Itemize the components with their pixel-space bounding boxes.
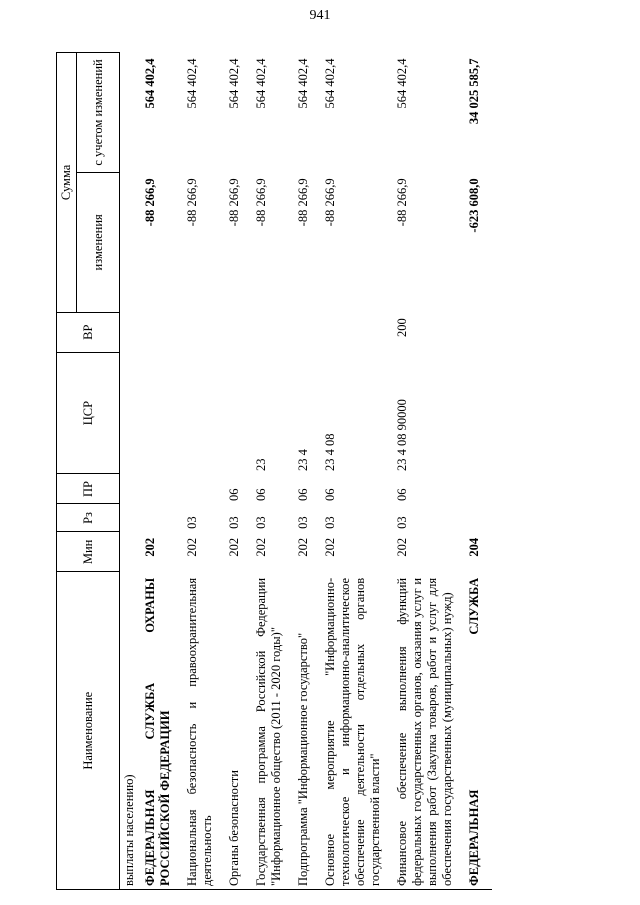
row-pr: 06 — [254, 488, 268, 501]
header-csr: ЦСР — [57, 352, 120, 474]
row-change: -88 266,9 — [143, 178, 157, 227]
table-row — [252, 53, 294, 890]
row-vr — [294, 312, 321, 352]
row-csr — [141, 352, 183, 474]
row-total: 564 402,4 — [254, 58, 268, 109]
row-csr — [465, 352, 492, 474]
row-change: -88 266,9 — [323, 178, 337, 227]
row-vr: 200 — [395, 318, 409, 337]
row-name: Органы безопасности — [225, 572, 252, 890]
row-total: 564 402,4 — [143, 58, 157, 109]
row-pr — [141, 474, 183, 504]
header-sum: Сумма — [57, 53, 77, 313]
row-vr — [183, 312, 225, 352]
row-rz: 03 — [185, 516, 199, 529]
row-rz: 03 — [227, 516, 241, 529]
row-vr — [465, 312, 492, 352]
row-name: Национальная безопасность и правоохранительная деятельность — [183, 572, 225, 890]
row-vr — [225, 312, 252, 352]
row-vr — [120, 312, 142, 352]
row-min: 204 — [467, 537, 481, 557]
header-vr: ВР — [57, 312, 120, 352]
row-name: Основное мероприятие "Информационно-технологическое и информационно-аналитическое обеспечение деятельности отдельных органов государственной власти" — [321, 572, 393, 890]
row-name: Подпрограмма "Информационное государство" — [294, 572, 321, 890]
row-change: -623 608,0 — [467, 178, 481, 233]
row-csr: 23 — [254, 458, 268, 471]
header-name: Наименование — [57, 572, 120, 890]
table-body — [120, 53, 493, 890]
row-name: Финансовое обеспечение выполнения функций федеральных государственных органов, оказания услуг и выполнения работ (Закупка товаров, работ и услуг для обеспечения государственных (муниципальных) нужд) — [393, 572, 465, 890]
row-pr: 06 — [296, 488, 310, 501]
row-csr — [225, 352, 252, 474]
table-row — [225, 53, 252, 890]
row-min: 202 — [254, 537, 268, 557]
row-name: выплаты населению) — [120, 572, 142, 890]
row-total: 564 402,4 — [395, 58, 409, 109]
row-change: -88 266,9 — [296, 178, 310, 227]
page-number: 941 — [309, 8, 331, 23]
table-row — [321, 53, 393, 890]
row-rz: 03 — [296, 516, 310, 529]
row-total — [120, 53, 142, 173]
row-pr — [465, 474, 492, 504]
budget-table — [56, 52, 492, 890]
header-min: Мин — [57, 532, 120, 572]
row-csr: 23 4 08 90000 — [395, 399, 409, 471]
row-min: 202 — [395, 537, 409, 557]
row-name-right: СЛУЖБА — [467, 577, 481, 635]
row-rz — [120, 504, 142, 532]
row-pr — [120, 474, 142, 504]
row-vr — [141, 312, 183, 352]
row-name: ФЕДЕРАЛЬНАЯ СЛУЖБА ОХРАНЫ РОССИЙСКОЙ ФЕДЕРАЦИИ — [141, 572, 183, 890]
rotated-table-wrapper — [56, 52, 606, 890]
row-change: -88 266,9 — [254, 178, 268, 227]
row-rz: 03 — [395, 516, 409, 529]
row-name — [465, 572, 492, 890]
row-change — [120, 172, 142, 312]
row-csr — [120, 352, 142, 474]
row-total: 564 402,4 — [323, 58, 337, 109]
row-pr: 06 — [395, 488, 409, 501]
row-vr — [321, 312, 393, 352]
table-row — [294, 53, 321, 890]
row-rz — [141, 504, 183, 532]
row-change: -88 266,9 — [185, 178, 199, 227]
header-change: изменения — [77, 172, 120, 312]
row-pr: 06 — [323, 488, 337, 501]
row-change: -88 266,9 — [227, 178, 241, 227]
row-total: 34 025 585,7 — [467, 58, 481, 125]
row-total: 564 402,4 — [185, 58, 199, 109]
row-min: 202 — [143, 537, 157, 557]
table-row — [393, 53, 465, 890]
row-csr: 23 4 08 — [323, 433, 337, 471]
row-min: 202 — [323, 537, 337, 557]
row-min: 202 — [185, 537, 199, 557]
row-pr: 06 — [227, 488, 241, 501]
table-row — [141, 53, 183, 890]
row-rz — [465, 504, 492, 532]
row-pr — [183, 474, 225, 504]
row-min: 202 — [227, 537, 241, 557]
row-vr — [252, 312, 294, 352]
header-total: с учетом изменений — [77, 53, 120, 173]
row-total: 564 402,4 — [296, 58, 310, 109]
row-min: 202 — [296, 537, 310, 557]
row-change: -88 266,9 — [395, 178, 409, 227]
table-header — [57, 53, 120, 890]
header-pr: ПР — [57, 474, 120, 504]
row-name: Государственная программа Российской Федерации "Информационное общество (2011 - 2020 годы)" — [252, 572, 294, 890]
row-csr — [183, 352, 225, 474]
row-name-left: ФЕДЕРАЛЬНАЯ — [467, 789, 481, 886]
row-rz: 03 — [254, 516, 268, 529]
row-total: 564 402,4 — [227, 58, 241, 109]
row-rz: 03 — [323, 516, 337, 529]
table-row — [120, 53, 142, 890]
table-row — [183, 53, 225, 890]
header-rz: Рз — [57, 504, 120, 532]
row-csr: 23 4 — [296, 449, 310, 471]
row-min — [120, 532, 142, 572]
table-row — [465, 53, 492, 890]
